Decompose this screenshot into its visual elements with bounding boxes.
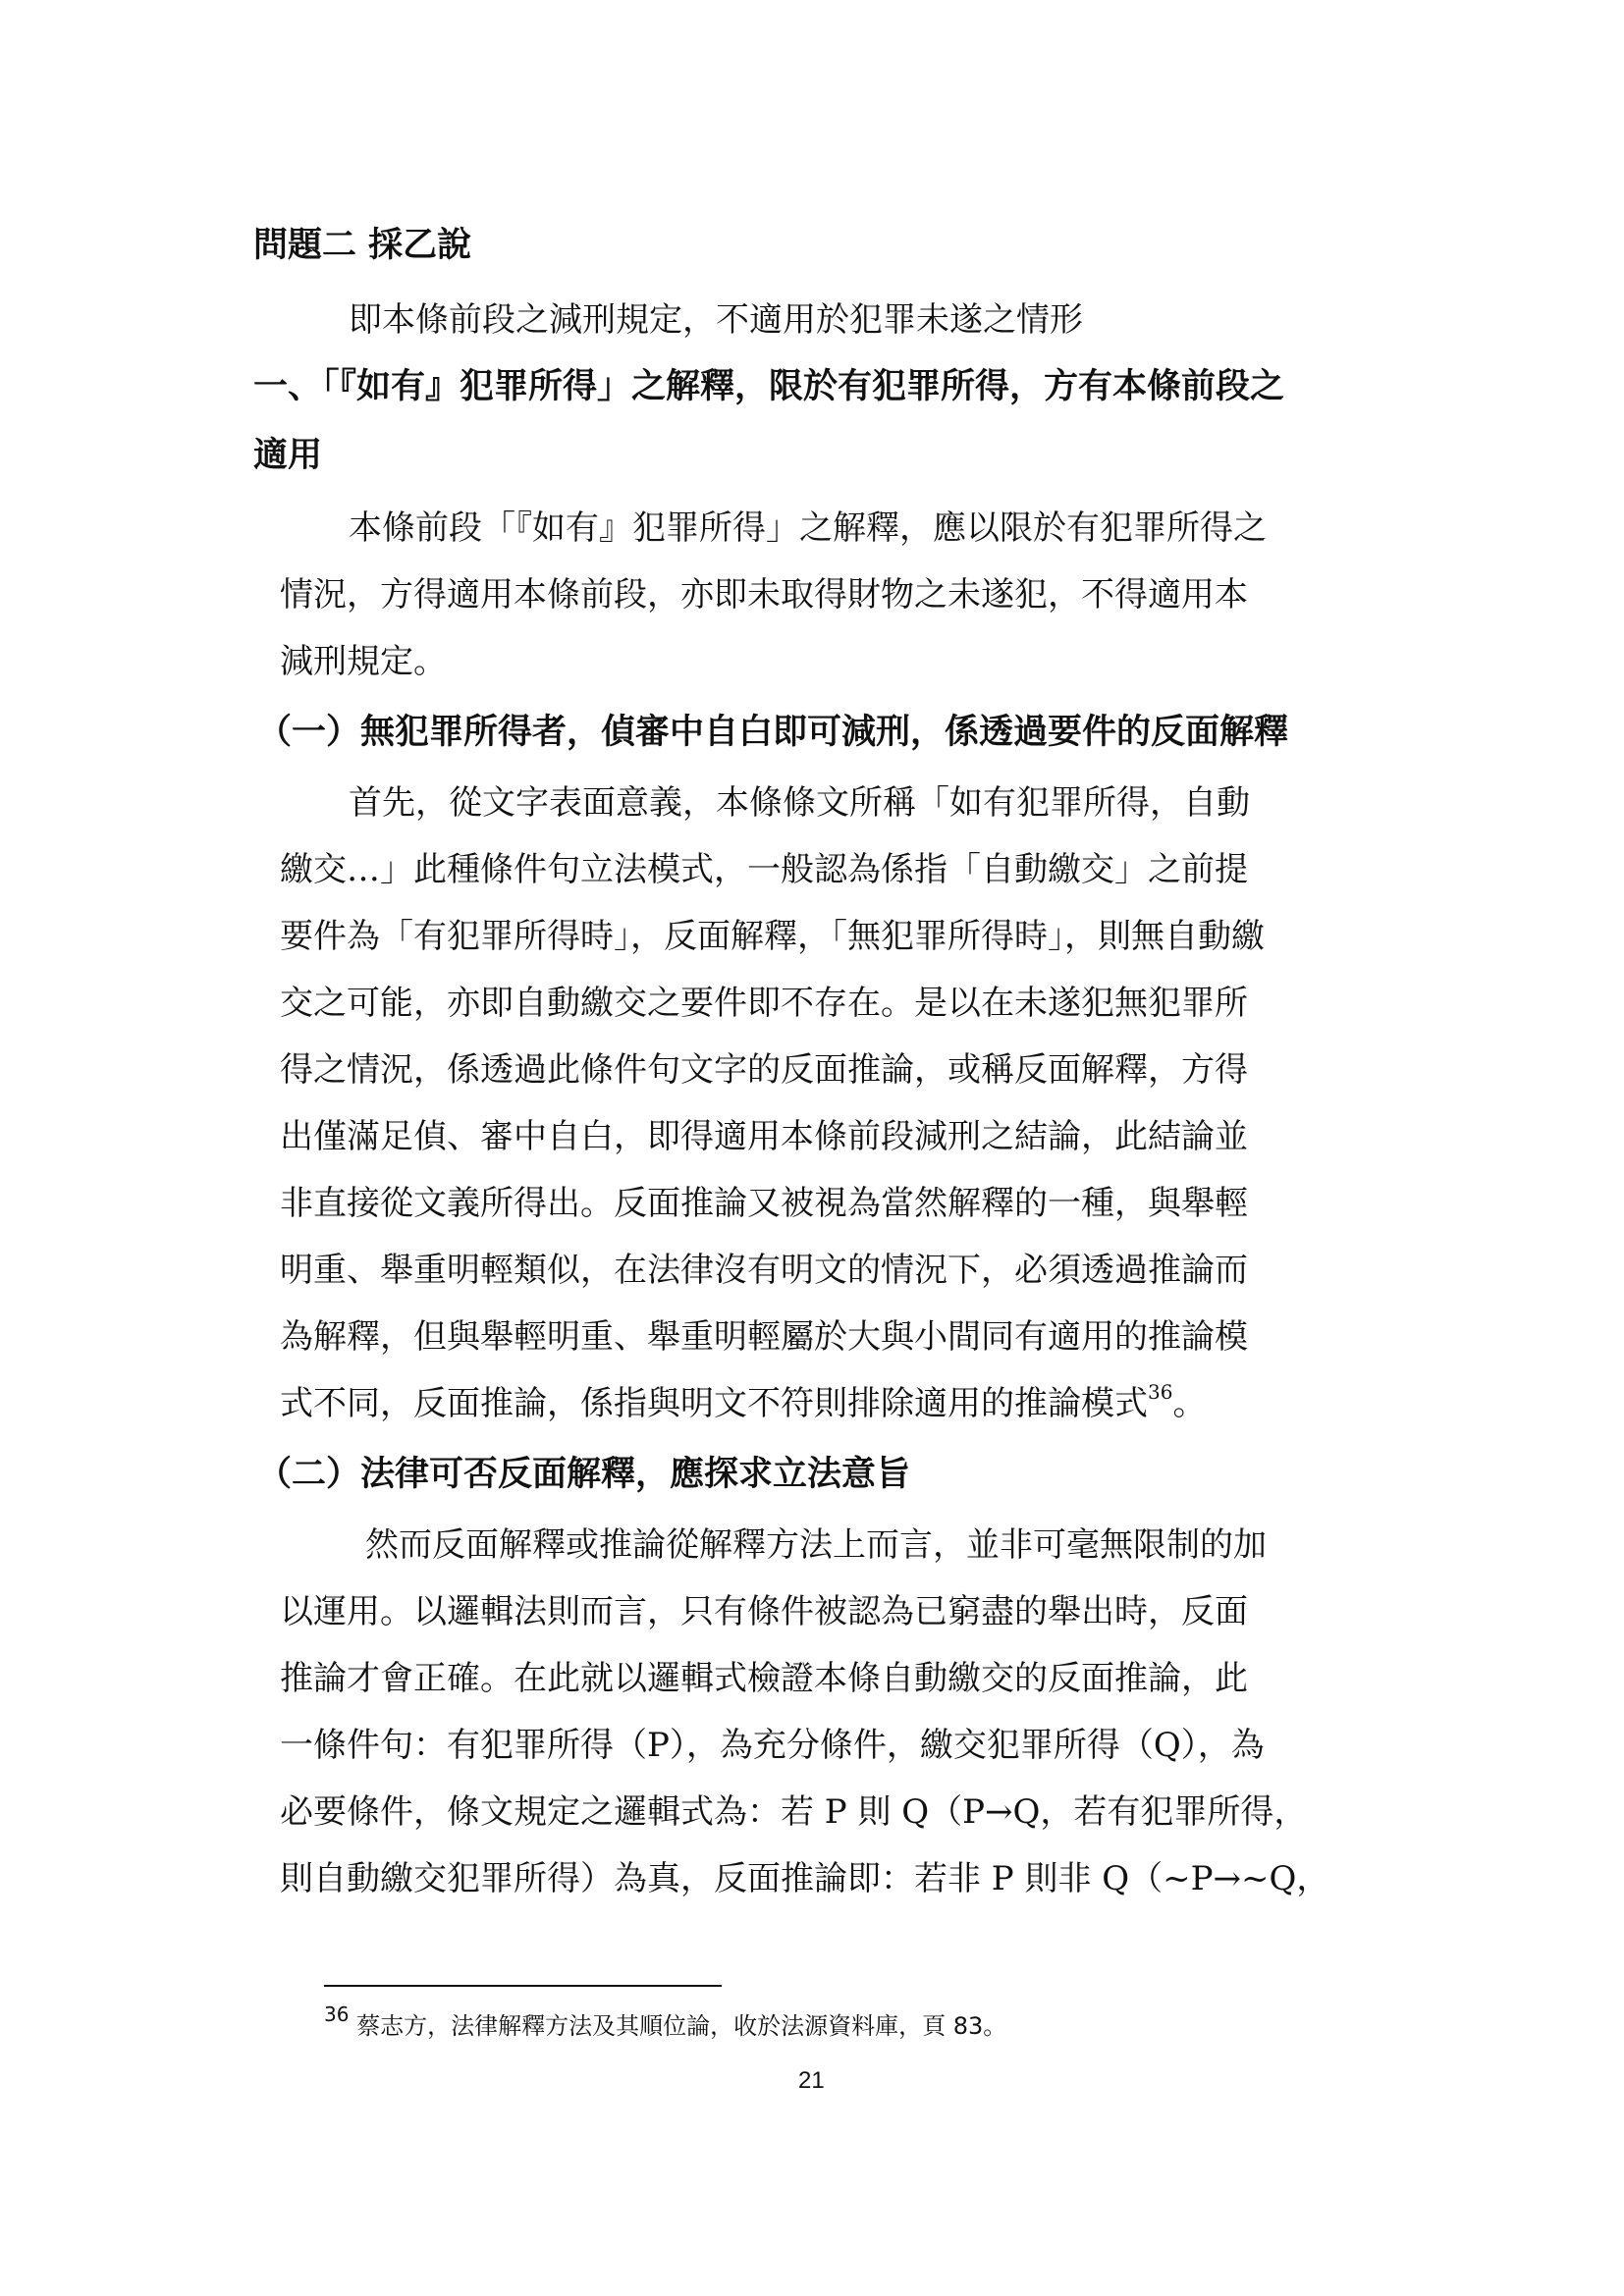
footnote — [324, 2002, 1007, 2041]
para2-line-last — [280, 1376, 1206, 1424]
para2-line: 繳交…」此種條件句立法模式，一般認為係指「自動繳交」之前提 — [280, 850, 1248, 889]
para3-line: 必要條件，條文規定之邏輯式為：若 P 則 Q（P→Q，若有犯罪所得， — [280, 1792, 1308, 1832]
section-heading-q2: 問題二 採乙說 — [253, 226, 472, 265]
para2-line: 交之可能，亦即自動繳交之要件即不存在。是以在未遂犯無犯罪所 — [280, 984, 1248, 1023]
para2-last-text: 式不同，反面推論，係指與明文不符則排除適用的推論模式 — [280, 1384, 1148, 1423]
para1-line: 情況，方得適用本條前段，亦即未取得財物之未遂犯，不得適用本 — [280, 575, 1248, 614]
subheading-1: （一）無犯罪所得者，偵審中自白即可減刑，係透過要件的反面解釋 — [257, 713, 1289, 752]
para3-line: 然而反面解釋或推論從解釋方法上而言，並非可毫無限制的加 — [365, 1525, 1267, 1565]
para2-line: 出僅滿足偵、審中自白，即得適用本條前段減刑之結論，此結論並 — [280, 1117, 1248, 1156]
footnote-reference[interactable]: 36 — [1148, 1379, 1173, 1404]
para2-line: 明重、舉重明輕類似，在法律沒有明文的情況下，必須透過推論而 — [280, 1251, 1248, 1290]
intro-line: 即本條前段之減刑規定，不適用於犯罪未遂之情形 — [349, 300, 1083, 340]
para2-line: 非直接從文義所得出。反面推論又被視為當然解釋的一種，與舉輕 — [280, 1184, 1248, 1223]
footnote-number: 36 — [324, 2002, 350, 2026]
para2-line: 為解釋，但與舉輕明重、舉重明輕屬於大與小間同有適用的推論模 — [280, 1317, 1248, 1357]
para1-line: 本條前段「『如有』犯罪所得」之解釋，應以限於有犯罪所得之 — [349, 508, 1267, 548]
subheading-2: （二）法律可否反面解釋，應探求立法意旨 — [257, 1455, 911, 1494]
para2-last-tail: 。 — [1172, 1384, 1207, 1423]
para2-line: 得之情況，係透過此條件句文字的反面推論，或稱反面解釋，方得 — [280, 1050, 1248, 1090]
para2-line: 首先，從文字表面意義，本條條文所稱「如有犯罪所得，自動 — [349, 783, 1250, 823]
para3-line: 則自動繳交犯罪所得）為真，反面推論即：若非 P 則非 Q（~P→~Q， — [280, 1859, 1330, 1898]
para3-line: 一條件句：有犯罪所得（P），為充分條件，繳交犯罪所得（Q），為 — [280, 1726, 1265, 1765]
heading-1-line-1: 一、「『如有』犯罪所得」之解釋，限於有犯罪所得，方有本條前段之 — [253, 367, 1285, 406]
para1-line: 減刑規定。 — [280, 642, 447, 681]
footnote-text: 蔡志方，法律解釋方法及其順位論，收於法源資料庫，頁 83。 — [356, 2012, 1007, 2040]
footnote-separator — [324, 1985, 722, 1987]
para3-line: 推論才會正確。在此就以邏輯式檢證本條自動繳交的反面推論，此 — [280, 1659, 1248, 1698]
page-number: 21 — [798, 2067, 825, 2094]
para3-line: 以運用。以邏輯法則而言，只有條件被認為已窮盡的舉出時，反面 — [280, 1592, 1248, 1631]
para2-line: 要件為「有犯罪所得時」，反面解釋，「無犯罪所得時」，則無自動繳 — [280, 917, 1265, 956]
heading-1-line-2: 適用 — [253, 436, 323, 475]
